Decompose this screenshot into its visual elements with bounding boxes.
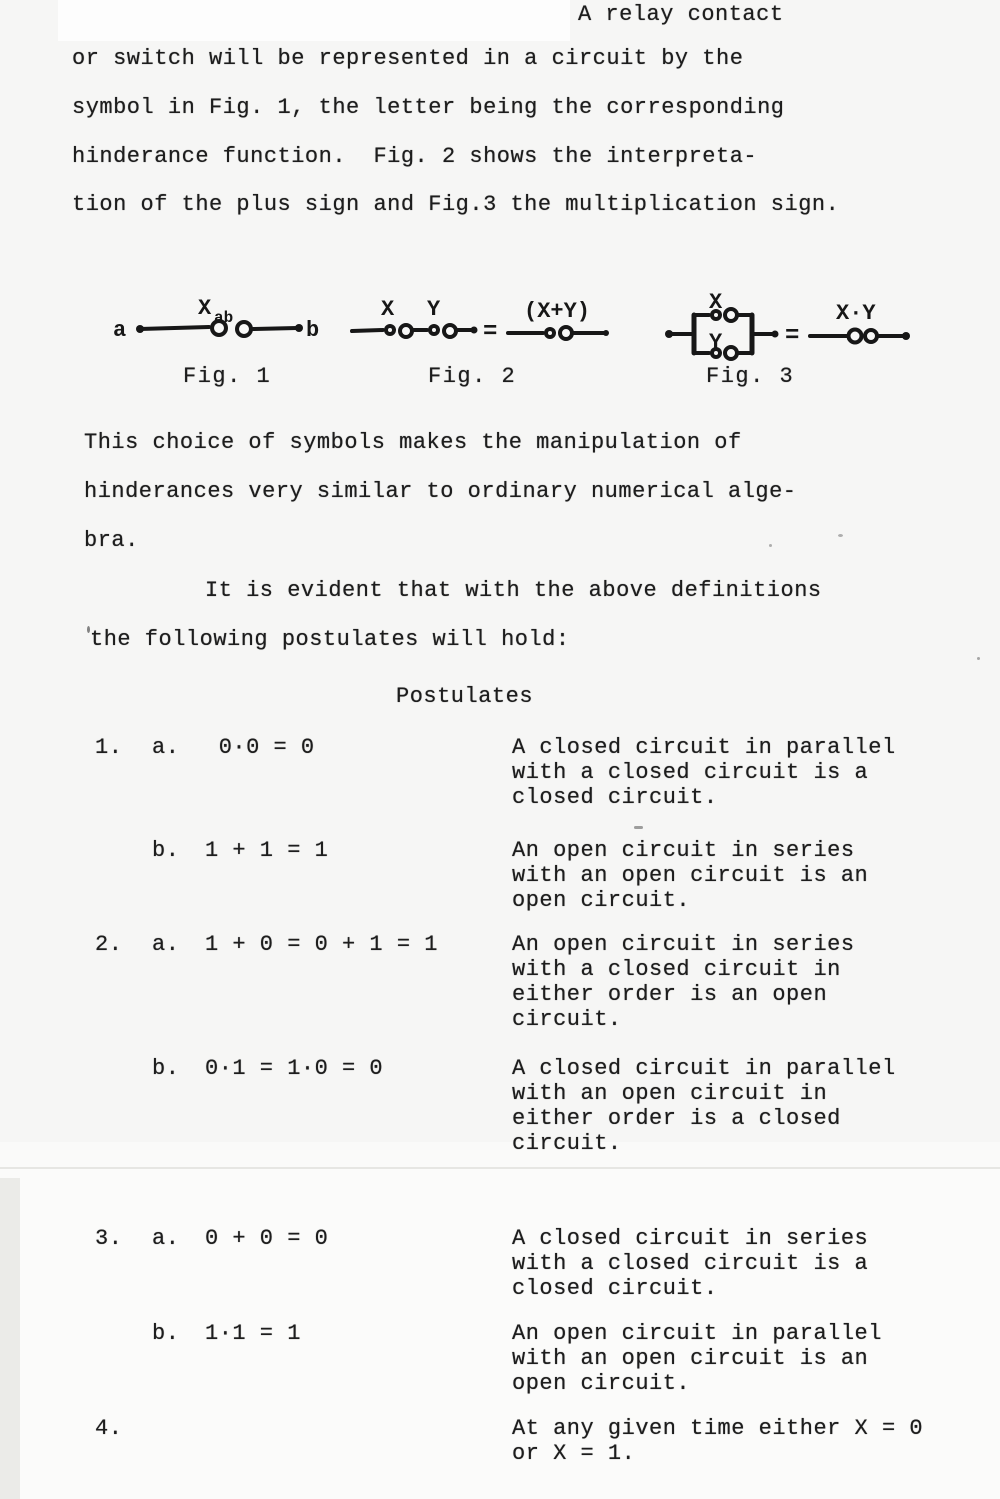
- postulate-letter: b.: [152, 1056, 180, 1081]
- postulate-description: [512, 1226, 868, 1301]
- intro-line: tion of the plus sign and Fig.3 the multiplication sign.: [72, 192, 840, 217]
- postulate-letter: a.: [152, 735, 180, 760]
- description-line: with a closed circuit is a: [512, 760, 869, 785]
- postulate-description: [512, 735, 896, 810]
- scan-speck: [977, 657, 980, 660]
- intro-line: or switch will be represented in a circuit by the: [72, 46, 744, 71]
- fig2-equals-sign: =: [483, 319, 498, 346]
- paragraph-opening-phrase: A relay contact: [578, 2, 784, 27]
- description-line: closed circuit.: [512, 1276, 718, 1301]
- body-line: It is evident that with the above definitions: [205, 578, 822, 603]
- fig3-y-label: Y: [709, 330, 723, 355]
- fig1-caption: Fig. 1: [183, 364, 272, 389]
- fig2-circuit: [352, 297, 609, 346]
- body-line: bra.: [84, 528, 139, 553]
- body-line: hinderances very similar to ordinary numerical alge-: [84, 479, 797, 504]
- fig2-y-label: Y: [427, 297, 441, 322]
- postulates-heading: Postulates: [396, 684, 534, 709]
- fig3-caption: Fig. 3: [706, 364, 795, 389]
- postulate-letter: b.: [152, 838, 180, 863]
- description-line: A closed circuit in series: [512, 1226, 869, 1251]
- fig3-circuit: [665, 290, 910, 359]
- postulate-formula: 1·1 = 1: [205, 1321, 301, 1346]
- fig3-result-label: X·Y: [836, 301, 876, 326]
- fig2-result-label: (X+Y): [524, 299, 591, 324]
- postulate-letter: a.: [152, 1226, 180, 1251]
- scan-speck: [634, 826, 643, 829]
- postulate-formula: 0 + 0 = 0: [205, 1226, 329, 1251]
- scan-page-seam: [0, 1167, 1000, 1169]
- postulate-number: 3.: [95, 1226, 123, 1251]
- postulate-description: [512, 1416, 923, 1466]
- description-line: At any given time either X = 0: [512, 1416, 924, 1441]
- postulate-description: [512, 932, 855, 1032]
- body-line: This choice of symbols makes the manipulation of: [84, 430, 742, 455]
- postulate-description: [512, 1056, 896, 1156]
- fig1-circuit: [113, 296, 319, 343]
- intro-line: symbol in Fig. 1, the letter being the corresponding: [72, 95, 785, 120]
- postulate-formula: 0·0 = 0: [205, 735, 315, 760]
- description-line: An open circuit in series: [512, 838, 855, 863]
- scan-artifact-top-box: [58, 0, 570, 41]
- intro-line: hinderance function. Fig. 2 shows the interpreta-: [72, 144, 758, 169]
- description-line: with an open circuit is an: [512, 1346, 869, 1371]
- fig3-equals-sign: =: [785, 323, 800, 350]
- description-line: with an open circuit in: [512, 1081, 828, 1106]
- fig2-x-label: X: [381, 297, 395, 322]
- description-line: or X = 1.: [512, 1441, 636, 1466]
- postulate-description: [512, 838, 868, 913]
- postulate-letter: a.: [152, 932, 180, 957]
- fig1-hinderance-label: X: [198, 296, 212, 321]
- postulate-formula: 1 + 1 = 1: [205, 838, 329, 863]
- description-line: circuit.: [512, 1131, 622, 1156]
- postulate-number: 2.: [95, 932, 123, 957]
- description-line: A closed circuit in parallel: [512, 735, 896, 760]
- fig3-x-label: X: [709, 290, 723, 315]
- postulate-letter: b.: [152, 1321, 180, 1346]
- description-line: An open circuit in series: [512, 932, 855, 957]
- postulate-formula: 0·1 = 1·0 = 0: [205, 1056, 384, 1081]
- description-line: An open circuit in parallel: [512, 1321, 882, 1346]
- scan-artifact-left-strip: [0, 1178, 20, 1499]
- scan-speck: [838, 534, 843, 537]
- fig1-hinderance-subscript: ab: [214, 309, 234, 327]
- description-line: circuit.: [512, 1007, 622, 1032]
- postulate-number: 1.: [95, 735, 123, 760]
- postulate-number: 4.: [95, 1416, 123, 1441]
- postulate-formula: 1 + 0 = 0 + 1 = 1: [205, 932, 438, 957]
- fig1-terminal-b-label: b: [306, 318, 320, 343]
- fig2-caption: Fig. 2: [428, 364, 517, 389]
- description-line: with a closed circuit is a: [512, 1251, 869, 1276]
- description-line: with an open circuit is an: [512, 863, 869, 888]
- description-line: A closed circuit in parallel: [512, 1056, 896, 1081]
- description-line: with a closed circuit in: [512, 957, 841, 982]
- scan-speck: [769, 544, 772, 547]
- description-line: either order is a closed: [512, 1106, 841, 1131]
- description-line: open circuit.: [512, 888, 691, 913]
- description-line: open circuit.: [512, 1371, 691, 1396]
- description-line: either order is an open: [512, 982, 828, 1007]
- body-line: the following postulates will hold:: [90, 627, 570, 652]
- fig1-terminal-a-label: a: [113, 318, 127, 343]
- postulate-description: [512, 1321, 882, 1396]
- description-line: closed circuit.: [512, 785, 718, 810]
